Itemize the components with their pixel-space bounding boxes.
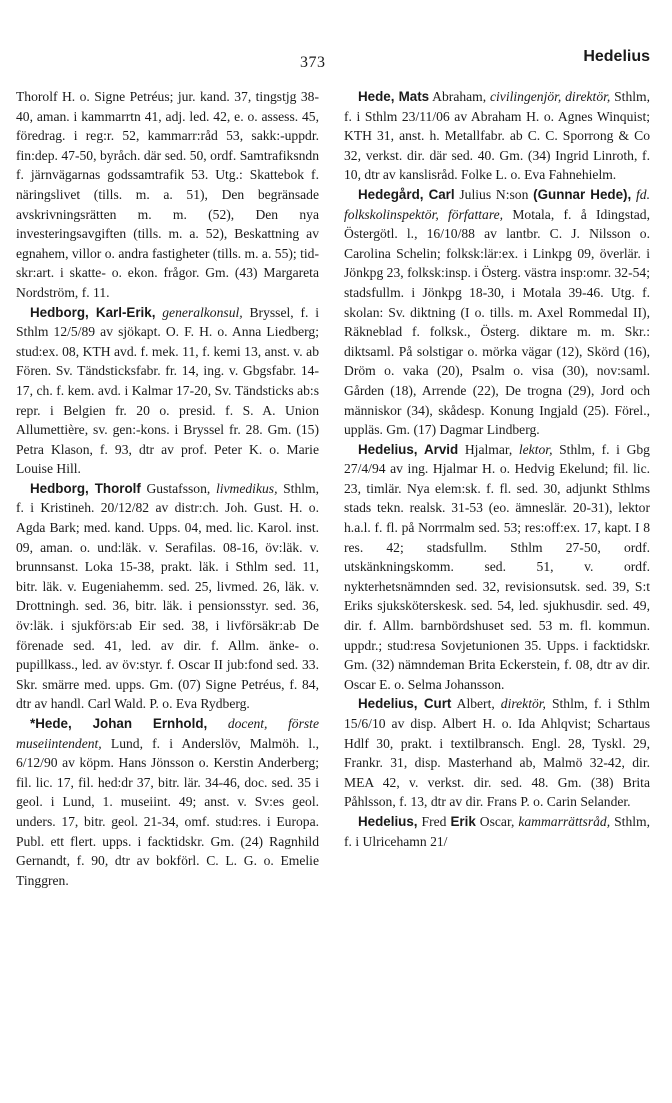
entry-title: fd. folkskolinspektör, författare, [344, 186, 650, 222]
entry-title: direktör, [500, 696, 546, 712]
entry-name: Hedborg, Karl-Erik, [30, 304, 156, 320]
entry-title: kammarrättsråd, [518, 813, 611, 829]
entry-name: Hedelius, [358, 813, 418, 829]
entry-text: Sthlm, f. i Ulricehamn 21/ [344, 813, 650, 849]
entry-given-name: Abraham, [432, 89, 487, 104]
page-number: 373 [300, 54, 326, 71]
entry-given-name: Fred [421, 813, 447, 829]
entry-given-name: Oscar, [479, 813, 515, 829]
entry-text: Thorolf H. o. Signe Petréus; jur. kand. 37, tingstjg 38-40, aman. i kammarrtn 41, adj. led. 42, e. o. assess. 45, föredrag. i reg:r. 52, kammarr:råd 53, sakk:-uppdr. fin:dep. 47-50, byråch. där sed. 50, ordf. Samtrafiksndn f. järnvägarnas godssamtrafik 53. Utg.: Skattebok f. näringslivet (tills. m. a. 51), Den begränsade avskrivningsrätten m. m. (52), Den nya investeringsavgiften (tills. m. a. 52), Beskattning av egnahem, villor o. andra fastigheter (tills. m. a. 55); tid-skr:art. i skatte- o. ekon. frågor. Gm. (43) Margareta Nordström, f. 11. [16, 89, 319, 300]
entry-name: Hedborg, Thorolf [30, 480, 141, 496]
entry-text: Sthlm, f. i Gbg 27/4/94 av ing. Hjalmar H. o. Hedvig Ekelund; fil. lic. 23, timlär. Nya elem:sk. f. fl. sed. 30, adjunkt Sthlms stads tekn. realsk. 31-53 (eo. ämneslär. 20-31), lektor h.a.l. f. fl. på Norrmalm sed. 53; res:off:ex. 17, kapt. I 8 res. 42; stadsfullm. Sthlm 27-50, ordf. utskänkningskomm. sed. 51, v. ordf. nykterhetsnämnden sed. 32, revisionsutsk. sed. 39, S:t Eriks sjuksköterskesk. sed. 54, led. sjukhusdir. sed. 49, dir. f. Allm. barnbördshuset sed. 53 m. fl. kommun. uppdr.; stud:resa Sovjetunionen 35. Upps. i facktidskr. Gm. (32) nämndeman Brita Eckerstein, f. 08, dtr av dir. Oscar E. o. Selma Johansson. [344, 441, 650, 692]
entry-name: *Hede, Johan Ernhold, [30, 716, 208, 731]
continuation-entry [16, 87, 319, 303]
entry-given-name: Julius N:son [459, 186, 529, 202]
entry-text: Bryssel, f. i Sthlm 12/5/89 av sjökapt. O. F. H. o. Anna Liedberg; stud:ex. 08, KTH avd. f. mek. 11, f. kemi 13, anst. v. ab Fören. Sv. Tändsticksfabr. fr. 14, ing. v. Gbgsfabr. 14-17, ch. f. kem. avd. i Kalmar 17-20, Sv. Tändsticks ab:s repr. i Belgien fr. 20 o. presid. f. S. A. Union Allumettière, sv. gen:-kons. i Bryssel fr. 28. Gm. (15) Petra Klason, f. 93, dtr av prof. Peter K. o. Marie Louise Hill. [16, 304, 319, 477]
right-column [344, 87, 650, 851]
biography-entry [344, 812, 650, 851]
left-column [16, 87, 319, 890]
entry-title: livmedikus, [215, 480, 278, 496]
entry-title: lektor, [518, 441, 553, 457]
biography-entry [344, 694, 650, 812]
biography-entry [16, 479, 319, 714]
biography-entry [16, 303, 319, 479]
entry-given-name: Hjalmar, [464, 441, 513, 457]
biography-entry [344, 440, 650, 695]
entry-title: civilingenjör, direktör, [489, 89, 611, 104]
entry-name: Hede, Mats [358, 89, 430, 104]
entry-text: Sthlm, f. i Sthlm 15/6/10 av disp. Albert H. o. Ida Ahlqvist; Schartaus Hdlf 30, prakt. i textilbransch. Engl. 28, Tyskl. 29, Frankr. 31, disp. Masterhand ab, Malmö 32-42, dir. MEA 42, v. verkst. dir. sed. 48. Gm. (38) Brita Påhlsson, f. 13, dtr av dir. Frans P. o. Carin Selander. [344, 696, 650, 810]
entry-given-name: Albert, [456, 696, 495, 712]
entry-title: generalkonsul, [162, 304, 243, 320]
entry-title: docent, förste museiintendent, [16, 716, 319, 751]
biography-entry [344, 87, 650, 185]
entry-name: Hedegård, Carl [358, 186, 455, 202]
entry-text: Motala, f. å Idingstad, Östergötl. l., 16/10/88 av lantbr. C. J. Nilsson o. Carolina Schelin; folksk:lär:ex. i Linkpg 09, överlär. i Jönkpg 23, folksk:insp. i Österg. västra insp:omr. 32-54; stadsfullm. i Jönkpg 18-30, i Motala 39-46. Utg. f. skolan: Sv. diktning (I o. tills. m. Axel Rommedal II), Räkneblad f. folksk., Österg. diktare m. m. Skr.: diktsaml. På solstigar o. mörka vägar (12), Skörd (16), Dröm o. vaka (20), Psalm o. visa (30), nov:saml. Gården (18), Arrende (22), De trogna (29), Jord och människor (34), skådesp. Konung Ingjald (25). Förel., uppläs. Gm. (17) Dagmar Lindberg. [344, 206, 650, 438]
entry-name: Hedelius, Curt [358, 696, 452, 712]
entry-pseudonym: (Gunnar Hede), [533, 186, 632, 202]
biography-entry [344, 185, 650, 440]
entry-name-part: Erik [450, 813, 476, 829]
biography-entry [16, 714, 319, 890]
entry-text: Sthlm, f. i Kristineh. 20/12/82 av distr:ch. Joh. Gust. H. o. Agda Bark; med. kand. Upps. 04, med. lic. Karol. inst. 09, aman. o. und:läk. v. Serafilas. 08-16, öv:läk. v. brunnsanst. Loka 15-38, prakt. läk. i Sthlm sed. 11, bitr. läk. v. Eugeniahemm. sed. 25, livmed. 26, läk. v. Drottningh. sed. 36, bitr. läk. i pensionsstyr. sed. 36, öv:läk. i sjukförs:ab Eir sed. 38, i livförsäkr:ab De förenade sed. 41, led. av dir. f. Allm. änke- o. pupillkass., led. av öv:styr. f. Oscar II jub:fond sed. 33. Skr. smärre med. upps. Gm. (07) Signe Petréus, f. 84, dtr av handl. Carl Wald. P. o. Eva Rydberg. [16, 480, 319, 712]
entry-text: Sthlm, f. i Sthlm 23/11/06 av Abraham H. o. Agnes Winquist; KTH 31, anst. h. Metallfabr. ab C. C. Sporrong & Co 32, verkst. dir. där sed. 40. Gm. (34) Ingrid Linroth, f. 10, dtr av kanslisråd. Folke L. o. Eva Fahnehielm. [344, 89, 651, 183]
entry-text: Lund, f. i Anderslöv, Malmöh. l., 6/12/90 av köpm. Hans Jönsson o. Kerstin Anderberg; fil. lic. 17, fil. hed:dr 37, bitr. lär. 34-46, doc. sed. 35 i geol. i Lund, 1. museiint. 49; anst. v. Sv:es geol. unders. 17, bitr. geol. 21-34, omf. stud:res. i Europa. Publ. ett flert. upps. i facktidskr. Gm. (24) Ragnhild Gernandt, f. 90, dtr av bokförl. C. L. G. o. Emelie Tinggren. [16, 735, 319, 888]
running-head: Hedelius [583, 48, 650, 65]
entry-name: Hedelius, Arvid [358, 441, 459, 457]
entry-given-name: Gustafsson, [146, 480, 211, 496]
